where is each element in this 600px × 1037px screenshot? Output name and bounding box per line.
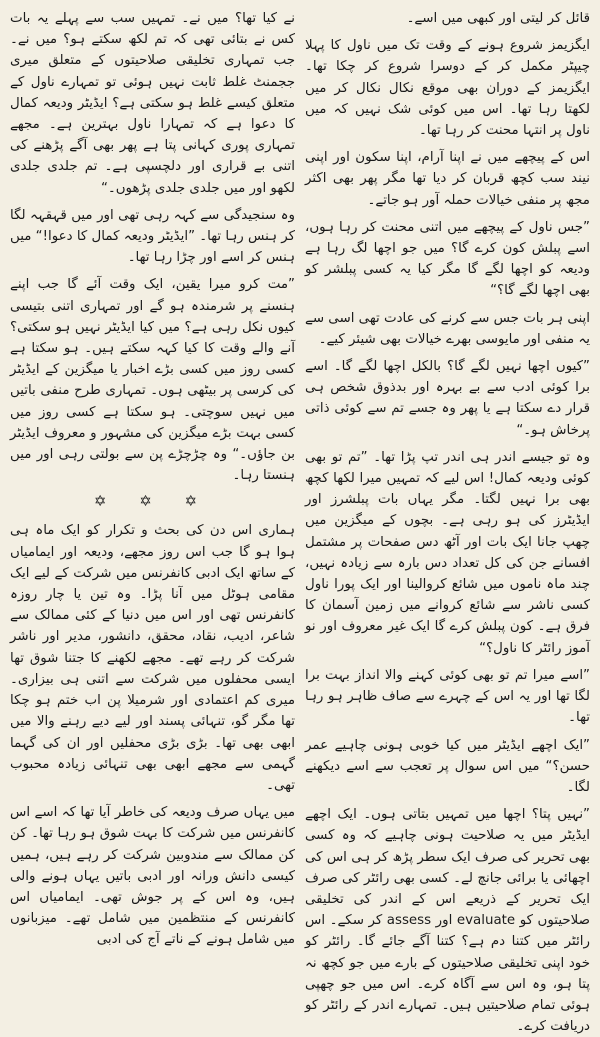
right-column <box>304 8 591 1035</box>
paragraph: اپنی ہر بات جس سے کرنے کی عادت تھی اسی سے یہ منفی اور مایوسی بھرے خیالات بھی شیئر کیے۔ <box>304 310 590 347</box>
paragraph: نے کیا تھا؟ میں نے۔ تمہیں سب سے پہلے یہ بات کس نے بتائی تھی کہ تم لکھ سکتے ہو؟ میں نے۔ جب تمہاری تخلیقی صلاحیتوں کے متعلق میری ججمنٹ غلط ثابت نہیں ہوئی تو تمہارے ناول کے متعلق کیسے غلط ہو سکتی ہے؟ ایڈیٹر ودیعہ کمال کا دعوا ہے کہ تمہارا ناول بہترین ہے۔ مجھے تمہاری پوری کہانی پتا ہے پھر بھی آگے پڑھنے کی اتنی بے قراری اور دلچسپی ہے۔ تم جلدی جلدی لکھو اور میں جلدی جلدی پڑھوں۔“ <box>10 11 295 196</box>
paragraph: قائل کر لیتی اور کبھی میں اسے۔ <box>406 11 590 26</box>
paragraph: وہ سنجیدگی سے کہہ رہی تھی اور میں قہقہہ لگا کر ہنس رہا تھا۔ ”ایڈیٹر ودیعہ کمال کا دعوا!“ میں ہنس کر اسے اور چڑا رہا تھا۔ <box>10 207 295 266</box>
paragraph: میں یہاں صرف ودیعہ کی خاطر آیا تھا کہ اسے اس کانفرنس میں شرکت کا بہت شوق ہو رہا تھا۔ کن کن ممالک سے مندوبین شرکت کر رہے ہیں، ہمیں کیسی دانش ورانہ اور ادبی باتیں یہاں ہونے والی ہیں، وہ اس کے پر جوش تھی۔ ایمامیاں اس کانفرنس کے منتظمین میں شامل تھے۔ میزبانوں میں شامل ہونے کے ناتے آج کی ادبی <box>10 805 295 948</box>
left-column <box>10 8 295 948</box>
paragraph: ”مت کرو میرا یقین، ایک وقت آئے گا جب اپنے ہنسنے پر شرمندہ ہو گے اور تمہاری اتنی بتیسی کیوں نکل رہی ہے؟ میں کیا ایڈیٹر نہیں ہو سکتی؟ آنے والے وقت کا کیا کہہ سکتے ہیں۔ ہو سکتا ہے کسی روز میں کسی بڑے اخبار یا میگزین کے ایڈیٹر کی کرسی پر بیٹھی ہوں۔ تمہاری طرح منفی باتیں میں نہیں سوچتی۔ ہو سکتا ہے کسی روز میں کسی بہت بڑے میگزین کی مشہور و معروف ایڈیٹر بن جاؤں۔“ وہ چڑچڑے پن سے بولتی رہی اور میں ہنستا رہا۔ <box>10 277 295 484</box>
paragraph: وہ تو جیسے اندر ہی اندر تپ پڑا تھا۔ ”تم تو بھی کوئی ودیعہ کمال! اس لیے کہ تمہیں میرا لکھا کچھ بھی برا نہیں لگتا۔ مگر یہاں بات پبلشرز اور ایڈیٹرز کی ہو رہی ہے۔ بچوں کے میگزین میں چھپ جانا ایک بات اور آٹھ دس صفحات پر مشتمل افسانے جن کی کل تعداد دس بارہ سے زیادہ نہیں، چند ماہ ناموں میں شائع کروالینا اور ایک پورا ناول کسی ناشر سے شائع کروانے میں زمین آسمان کا فرق ہے۔ کون پبلش کرے گا ایک غیر معروف اور نو آموز رائٹر کا ناول؟“ <box>305 449 590 656</box>
paragraph: ہماری اس دن کی بحث و تکرار کو ایک ماہ ہی ہوا ہو گا جب اس روز مجھے، ودیعہ اور ایمامیاں کے ساتھ ایک ادبی کانفرنس میں شرکت کے لیے ایک مقامی ہوٹل میں آنا پڑا۔ وہ تین یا چار روزہ کانفرنس تھی اور اس میں دنیا کے کئی ممالک سے شاعر، ادیب، نقاد، محقق، دانشور، مدیر اور ناشر شرکت کر رہے تھے۔ مجھے لکھنے کا جتنا شوق تھا ایسی محفلوں میں شرکت سے اتنی ہی بیزاری۔ میری کم اعتمادی اور شرمیلا پن اب ختم ہو چکا تھا مگر گو، تنہائی پسند اور لیے دیے رہنے والا میں ابھی بھی تھا۔ بڑی بڑی محفلیں اور ان کی گہما گہمی سے مجھے ابھی بھی تنہائی زیادہ محبوب تھی۔ <box>10 523 295 793</box>
paragraph: اس کے پیچھے میں نے اپنا آرام، اپنا سکون اور اپنی نیند سب کچھ قربان کر دیا تھا مگر پھر بھی اکثر مجھ پر منفی خیالات حملہ آور ہو جاتے۔ <box>305 150 590 208</box>
paragraph: ”ایک اچھے ایڈیٹر میں کیا خوبی ہونی چاہیے عمر حسن؟“ میں اس سوال پر تعجب سے اسے دیکھنے لگا۔ <box>305 737 590 795</box>
paragraph: ”نہیں پتا؟ اچھا میں تمہیں بتاتی ہوں۔ ایک اچھے ایڈیٹر میں یہ صلاحیت ہونی چاہیے کہ وہ کسی بھی تحریر کی صرف ایک سطر پڑھ کر ہی اس کی اچھائی یا برائی جانچ لے۔ کسی بھی رائٹر کی صرف ایک تحریر کے ذریعے اس کے اندر کی تخلیقی صلاحیتوں کو evaluate اور assess کر سکے۔ اس رائٹر میں کتنا دم ہے؟ کتنا آگے جائے گا۔ رائٹر کو خود اپنی تخلیقی صلاحیتوں کے بارے میں جو کچھ نہ پتا ہو، وہ اس سے آگاہ کرے۔ اس میں جو چھپی ہوئی تمام صلاحیتیں ہیں۔ تمہارے اندر کے رائٹر کو دریافت کرے۔ <box>305 807 591 1035</box>
paragraph: ایگزیمز شروع ہونے کے وقت تک میں ناول کا پہلا چیپٹر مکمل کر کے دوسرا شروع کر چکا تھا۔ ایگزیمز کے دوران بھی موقع نکال نکال کر میں لکھتا رہا تھا۔ اس میں کوئی شک نہیں کہ میں ناول پر انتہا محنت کر رہا تھا۔ <box>305 38 590 139</box>
paragraph: ”کیوں اچھا نہیں لگے گا؟ بالکل اچھا لگے گا۔ اسے برا کوئی ادب سے بے بہرہ اور بدذوق شخص ہی قرار دے سکتا ہے یا پھر وہ جسے تم سے کوئی ذاتی پرخاش ہو۔“ <box>305 359 590 438</box>
paragraph: ”جس ناول کے پیچھے میں اتنی محنت کر رہا ہوں، اسے پبلش کون کرے گا؟ میں جو اچھا لگ رہا ہے ودیعہ کو اچھا لگے گا مگر کیا یہ کسی پبلشر کو بھی اچھا لگے گا؟“ <box>305 219 590 299</box>
paragraph: ”اسے میرا تم تو بھی کوئی کہنے والا انداز بہت برا لگا تھا اور یہ اس کے چہرے سے صاف ظاہر ہو رہا تھا۔ <box>305 667 590 726</box>
section-separator: ✡ ✡ ✡ <box>93 492 212 511</box>
